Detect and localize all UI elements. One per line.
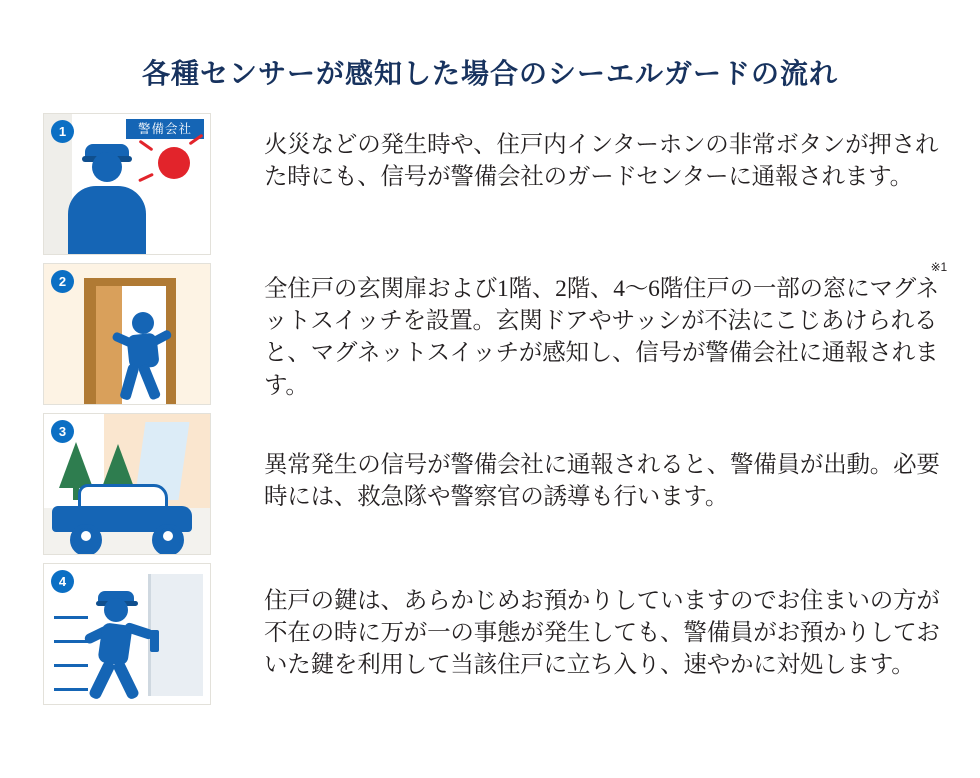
step-text: 火災などの発生時や、住戸内インターホンの非常ボタンが押された時にも、信号が警備会社のガードセンターに通報されます。: [264, 132, 939, 191]
list-item: [43, 260, 953, 405]
step-illustration-3: [43, 413, 211, 555]
alarm-lamp-icon: [158, 147, 190, 179]
step-badge: 4: [51, 570, 74, 593]
list-item: [43, 113, 953, 255]
guard-head-icon: [104, 598, 128, 622]
tree-icon: [59, 442, 93, 488]
motion-line-icon: [54, 664, 88, 667]
person-head-icon: [132, 312, 154, 334]
footnote-marker: ※1: [930, 260, 947, 274]
motion-line-icon: [54, 688, 88, 691]
security-company-sign: 警備会社: [126, 119, 204, 139]
key-icon: [150, 630, 159, 652]
step-badge: 3: [51, 420, 74, 443]
door-open-shape: [96, 286, 122, 405]
step-illustration-2: [43, 263, 211, 405]
step-text-wrapper: [211, 113, 953, 193]
step-illustration-4: [43, 563, 211, 705]
step-text-wrapper: [211, 563, 953, 682]
steps-list: [43, 113, 953, 713]
motion-line-icon: [54, 640, 88, 643]
guard-head-icon: [92, 152, 122, 182]
step-illustration-1: [43, 113, 211, 255]
car-wheel-icon: [70, 524, 102, 555]
car-wheel-icon: [152, 524, 184, 555]
guard-body-icon: [68, 186, 146, 255]
step-text: 住戸の鍵は、あらかじめお預かりしていますのでお住まいの方が不在の時に万が一の事態が発生しても、警備員がお預かりしておいた鍵を利用して当該住戸に立ち入り、速やかに対処します。: [264, 588, 940, 679]
step-text: 異常発生の信号が警備会社に通報されると、警備員が出動。必要時には、救急隊や警察官の誘導も行います。: [264, 452, 940, 511]
step-text-wrapper: [211, 413, 953, 513]
step-badge: 1: [51, 120, 74, 143]
step-badge: 2: [51, 270, 74, 293]
step-text: 全住戸の玄関扉および1階、2階、4〜6階住戸の一部の窓にマグネットスイッチを設置。玄関ドアやサッシが不法にこじあけられると、マグネットスイッチが感知し、信号が警備会社に通報されます。: [264, 276, 940, 399]
motion-line-icon: [54, 616, 88, 619]
list-item: [43, 413, 953, 555]
list-item: [43, 563, 953, 705]
step-text-wrapper: [211, 260, 953, 402]
page-title: 各種センサーが感知した場合のシーエルガードの流れ: [141, 59, 838, 90]
